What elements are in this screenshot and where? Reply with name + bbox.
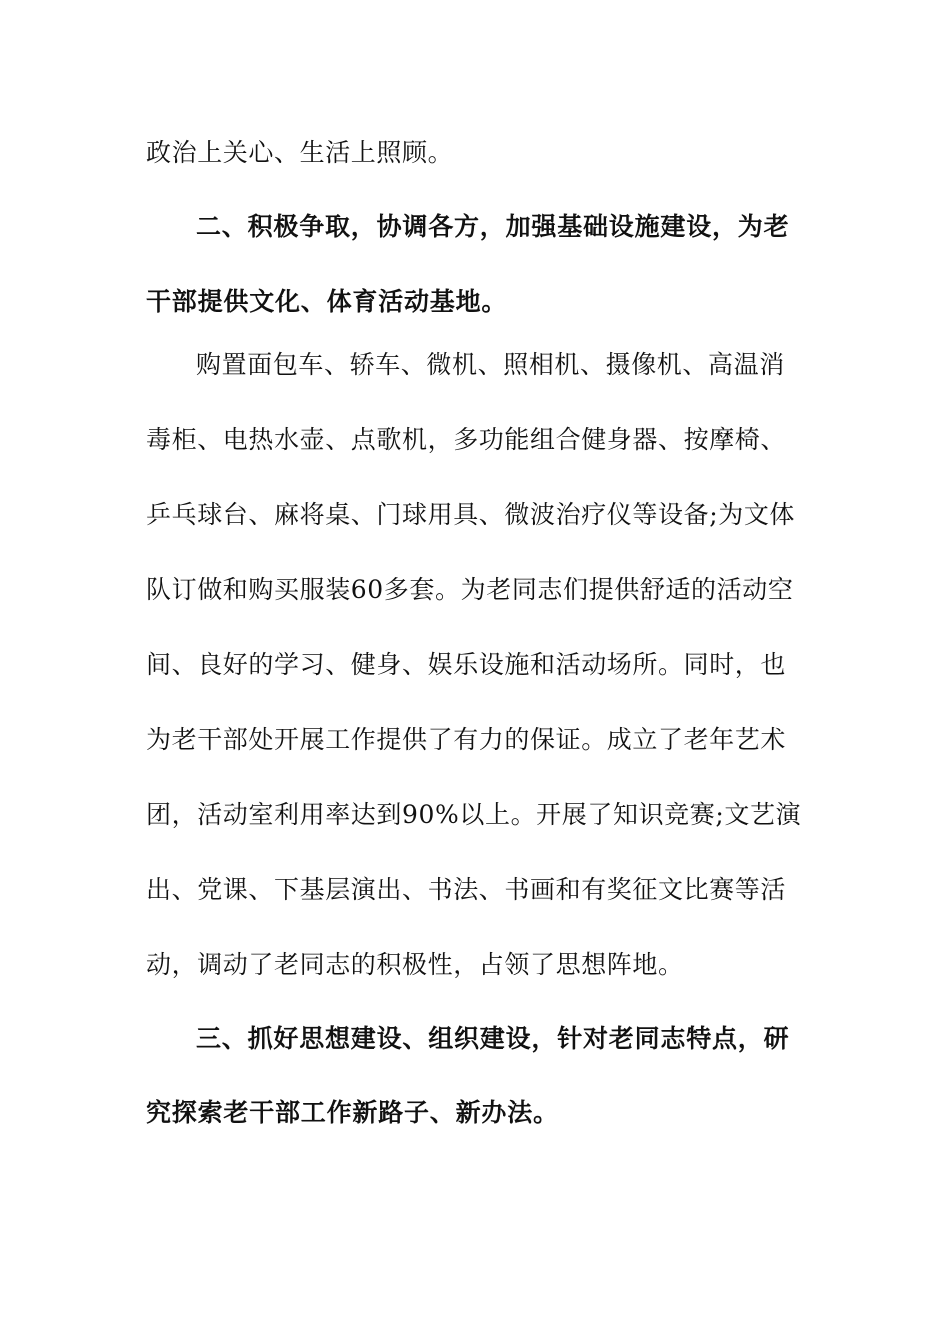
text-line: 队订做和购买服装60多套。为老同志们提供舒适的活动空 [146, 575, 794, 604]
text-line: 毒柜、电热水壶、点歌机，多功能组合健身器、按摩椅、 [146, 425, 787, 454]
section-heading-line: 二、积极争取，协调各方，加强基础设施建设，为老 [196, 212, 790, 241]
text-line: 政治上关心、生活上照顾。 [146, 138, 454, 167]
section-heading-line: 究探索老干部工作新路子、新办法。 [146, 1098, 559, 1127]
text-line: 购置面包车、轿车、微机、照相机、摄像机、高温消 [196, 350, 785, 379]
section-heading-line: 干部提供文化、体育活动基地。 [146, 287, 508, 316]
text-line: 乒乓球台、麻将桌、门球用具、微波治疗仪等设备;为文体 [146, 500, 796, 529]
text-line: 为老干部处开展工作提供了有力的保证。成立了老年艺术 [146, 725, 787, 754]
text-line: 团，活动室利用率达到90%以上。开展了知识竞赛;文艺演 [146, 800, 802, 829]
text-line: 间、良好的学习、健身、娱乐设施和活动场所。同时，也 [146, 650, 787, 679]
text-line: 动，调动了老同志的积极性，占领了思想阵地。 [146, 950, 684, 979]
section-heading-line: 三、抓好思想建设、组织建设，针对老同志特点，研 [196, 1024, 790, 1053]
text-line: 出、党课、下基层演出、书法、书画和有奖征文比赛等活 [146, 875, 787, 904]
